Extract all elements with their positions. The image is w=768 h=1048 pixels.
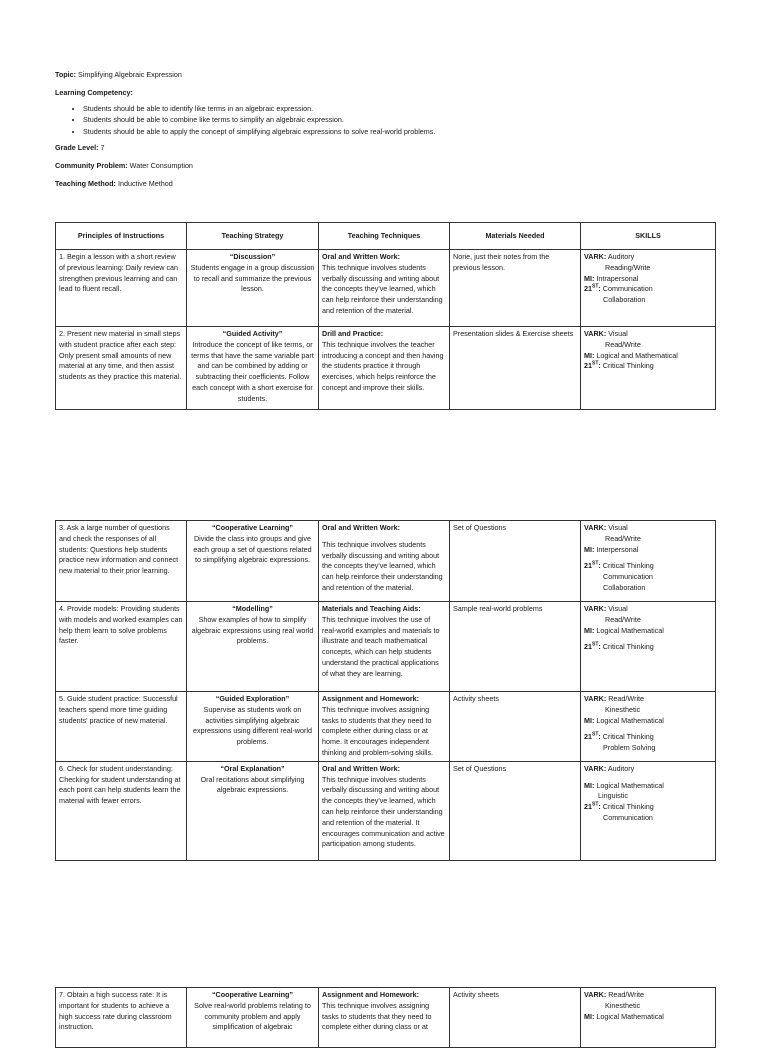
principle-cell: 3. Ask a large number of questions and check the responses of all students: Questions help students practice new information and connect new material to their prior learning.	[56, 521, 187, 602]
competency-item: • Students should be able to combine like terms to simplify an algebraic expression.	[83, 114, 715, 126]
c21-label: 21	[584, 732, 592, 742]
materials-cell: Activity sheets	[450, 692, 581, 762]
vark-line	[584, 990, 712, 1001]
vark-label: VARK:	[584, 523, 607, 532]
c21-colon: :	[598, 732, 601, 742]
skills-cell	[581, 250, 716, 327]
competency-list	[55, 103, 715, 138]
technique-body: This technique involves students verbally discussing and writing about the concepts they've learned, which can help reinforce their understanding and retention of the material. It encourages communication and active participation among students.	[322, 774, 445, 849]
principle-cell: 1. Begin a lesson with a short review of previous learning: Daily review can strengthen previous learning and can lead to fluent recall.	[56, 250, 187, 327]
strategy-body: Introduce the concept of like terms, or terms that have the same variable part and can be combined by adding or subtracting their coefficients. Follow each concept with a short exercise for students.	[191, 339, 314, 403]
skills-cell	[581, 521, 716, 602]
vark-value: Read/Write	[606, 990, 645, 999]
strategy-title: “Cooperative Learning”	[211, 523, 294, 532]
strategy-title: “Oral Explanation”	[220, 763, 285, 773]
vark-value: Visual	[606, 523, 628, 532]
grade-label: Grade Level:	[55, 143, 99, 153]
c21-colon: :	[598, 561, 601, 571]
vark-value-2: Read/Write	[605, 533, 641, 543]
mi-label: MI:	[584, 625, 595, 635]
technique-cell	[319, 327, 450, 410]
vark-value-2: Reading/Write	[605, 262, 651, 272]
c21-colon: :	[598, 284, 601, 294]
header-materials: Materials Needed	[450, 223, 581, 250]
strategy-body: Students engage in a group discussion to recall and summarize the previous lesson.	[190, 262, 315, 294]
table-row	[56, 692, 716, 762]
technique-title: Oral and Written Work:	[322, 523, 401, 532]
mi-line	[584, 626, 712, 637]
strategy-cell	[187, 692, 319, 762]
lesson-plan-table-1	[55, 222, 716, 410]
c21-value: Critical Thinking	[600, 642, 654, 652]
vark-value-2: Kinesthetic	[605, 704, 641, 714]
community-line	[55, 161, 715, 179]
vark-value-2: Kinesthetic	[605, 1000, 641, 1010]
skills-cell	[581, 692, 716, 762]
principle-cell: 5. Guide student practice: Successful teachers spend more time guiding students' practice of new material.	[56, 692, 187, 762]
c21-more: Communication	[603, 572, 653, 582]
materials-cell: Activity sheets	[450, 988, 581, 1048]
mi-value: Logical Mathematical	[594, 625, 664, 635]
c21-more: Collaboration	[603, 295, 646, 305]
technique-cell	[319, 692, 450, 762]
topic-label: Topic:	[55, 70, 77, 79]
header-principles: Principles of Instructions	[56, 223, 187, 250]
technique-title: Assignment and Homework:	[322, 694, 420, 703]
technique-body: This technique involves the teacher introducing a concept and then having the students practice it through exercises, which helps reinforce the concept and improve their skills.	[322, 339, 444, 392]
mi-value: Logical Mathematical	[594, 1011, 664, 1021]
vark-line	[584, 694, 712, 705]
vark-label: VARK:	[584, 763, 607, 773]
vark-label: VARK:	[584, 694, 607, 703]
vark-line	[584, 604, 712, 615]
c21-value: Communication	[600, 284, 653, 294]
c21-sup: ST	[592, 642, 599, 648]
c21-colon: :	[598, 361, 601, 371]
table-row	[56, 250, 716, 327]
table-row	[56, 761, 716, 860]
mi-value-2: Linguistic	[598, 791, 628, 801]
strategy-title: “Discussion”	[229, 252, 276, 261]
method-line	[55, 179, 715, 197]
technique-cell	[319, 521, 450, 602]
principle-cell: 7. Obtain a high success rate: It is important for students to achieve a high success rate during classroom instruction.	[56, 988, 187, 1048]
vark-value: Auditory	[606, 763, 635, 773]
technique-body: This technique involves students verbally discussing and writing about the concepts they've learned, which can help reinforce their understanding and retention of the material.	[322, 539, 443, 592]
c21-more: Collaboration	[603, 582, 646, 592]
skills-cell	[581, 602, 716, 692]
vark-line	[584, 252, 712, 263]
vark-line	[584, 764, 712, 775]
c21-label: 21	[584, 642, 592, 652]
c21-value: Critical Thinking	[600, 561, 654, 571]
technique-title: Materials and Teaching Aids:	[322, 604, 421, 613]
c21-label: 21	[584, 284, 592, 294]
strategy-cell	[187, 250, 319, 327]
principle-cell: 6. Check for student understanding: Checking for student understanding at each point can help students learn the material with fewer errors.	[56, 761, 187, 860]
c21-line	[584, 361, 712, 372]
lesson-header	[55, 70, 715, 197]
technique-body: This technique involves assigning tasks to students that they need to complete either during class or at	[322, 1000, 432, 1032]
strategy-cell	[187, 761, 319, 860]
community-value: Water Consumption	[127, 161, 193, 171]
topic-value: Simplifying Algebraic Expression	[76, 70, 182, 79]
vark-line	[584, 329, 712, 340]
vark-value-2: Read/Write	[605, 339, 641, 349]
competency-item: • Students should be able to identify like terms in an algebraic expression.	[83, 103, 715, 115]
table-row	[56, 988, 716, 1048]
grade-value: 7	[98, 143, 105, 153]
vark-value: Auditory	[606, 252, 635, 261]
mi-line	[584, 1012, 712, 1023]
mi-label: MI:	[584, 715, 595, 725]
c21-colon: :	[598, 642, 601, 652]
technique-title: Oral and Written Work:	[322, 252, 401, 261]
strategy-cell	[187, 602, 319, 692]
strategy-body: Show examples of how to simplify algebraic expressions using real world problems.	[191, 614, 314, 646]
mi-line	[584, 781, 712, 792]
mi-label: MI:	[584, 544, 595, 554]
vark-value: Visual	[606, 604, 628, 613]
strategy-title: “Guided Activity”	[222, 329, 283, 338]
c21-label: 21	[584, 561, 592, 571]
materials-cell: Set of Questions	[450, 521, 581, 602]
vark-label: VARK:	[584, 329, 607, 338]
technique-cell	[319, 761, 450, 860]
mi-label: MI:	[584, 350, 595, 360]
vark-label: VARK:	[584, 604, 607, 613]
strategy-body: Solve real-world problems relating to community problem and apply simplification of algebraic	[194, 1000, 311, 1032]
competency-item: • Students should be able to apply the concept of simplifying algebraic expressions to solve real-world problems.	[83, 126, 715, 138]
strategy-body: Supervise as students work on activities simplifying algebraic expressions using different real-world problems.	[193, 704, 312, 747]
c21-more: Problem Solving	[603, 743, 656, 753]
strategy-title: “Guided Exploration”	[215, 694, 290, 703]
technique-body: This technique involves assigning tasks to students that they need to complete either during class or at home. It encourages independent thinking and problem-solving skills.	[322, 704, 434, 757]
competency-label: Learning Competency:	[55, 88, 133, 97]
technique-body: This technique involves the use of real-world examples and materials to illustrate and teach mathematical concepts, which can help students understand the practical applications of what they are learning.	[322, 614, 440, 678]
c21-sup: ST	[592, 361, 599, 367]
c21-colon: :	[598, 802, 601, 812]
mi-value: Interpersonal	[594, 544, 639, 554]
c21-sup: ST	[592, 284, 599, 290]
mi-line	[584, 716, 712, 727]
materials-cell: Set of Questions	[450, 761, 581, 860]
materials-cell: Sample real-world problems	[450, 602, 581, 692]
vark-label: VARK:	[584, 252, 607, 261]
strategy-cell	[187, 988, 319, 1048]
c21-line	[584, 561, 712, 572]
c21-line	[584, 284, 712, 295]
mi-value: Intrapersonal	[594, 273, 639, 283]
c21-sup: ST	[592, 561, 599, 567]
header-strategy: Teaching Strategy	[187, 223, 319, 250]
strategy-title: “Modelling”	[232, 604, 273, 613]
technique-body: This technique involves students verbally discussing and writing about the concepts they've learned, which can help reinforce their understanding and retention of the material.	[322, 262, 443, 315]
mi-line	[584, 545, 712, 556]
table-row	[56, 602, 716, 692]
mi-label: MI:	[584, 1011, 595, 1021]
c21-label: 21	[584, 361, 592, 371]
mi-label: MI:	[584, 780, 595, 790]
technique-title: Assignment and Homework:	[322, 990, 420, 999]
lesson-plan-table-2	[55, 520, 716, 861]
vark-value: Read/Write	[606, 694, 645, 703]
c21-value: Critical Thinking	[600, 802, 654, 812]
c21-label: 21	[584, 802, 592, 812]
table-row	[56, 327, 716, 410]
method-label: Teaching Method:	[55, 179, 116, 189]
technique-title: Oral and Written Work:	[322, 763, 401, 773]
skills-cell	[581, 988, 716, 1048]
table-row	[56, 521, 716, 602]
mi-label: MI:	[584, 273, 595, 283]
principle-cell: 2. Present new material in small steps with student practice after each step: Only present small amounts of new material at any time, and then assist students as they practice this material.	[56, 327, 187, 410]
header-skills: SKILLS	[581, 223, 716, 250]
strategy-body: Oral recitations about simplifying algebraic expressions.	[200, 774, 305, 795]
header-techniques: Teaching Techniques	[319, 223, 450, 250]
skills-cell	[581, 327, 716, 410]
mi-line	[584, 274, 712, 285]
c21-sup: ST	[592, 801, 599, 808]
lesson-plan-table-3	[55, 987, 716, 1048]
c21-line	[584, 642, 712, 653]
technique-cell	[319, 602, 450, 692]
community-label: Community Problem:	[55, 161, 128, 171]
vark-label: VARK:	[584, 990, 607, 999]
strategy-title: “Cooperative Learning”	[211, 990, 294, 999]
c21-more: Communication	[603, 812, 653, 822]
materials-cell: None, just their notes from the previous lesson.	[450, 250, 581, 327]
mi-value: Logical and Mathematical	[594, 350, 678, 360]
strategy-cell	[187, 521, 319, 602]
grade-line	[55, 143, 715, 161]
c21-line	[584, 802, 712, 813]
c21-value: Critical Thinking	[600, 732, 654, 742]
topic-line	[55, 70, 715, 88]
table-header-row	[56, 223, 716, 250]
vark-value: Visual	[606, 329, 628, 338]
technique-title: Drill and Practice:	[322, 329, 384, 338]
c21-sup: ST	[592, 732, 599, 738]
strategy-body: Divide the class into groups and give each group a set of questions related to simplifying algebraic expressions.	[193, 533, 312, 565]
strategy-cell	[187, 327, 319, 410]
vark-line	[584, 523, 712, 534]
c21-value: Critical Thinking	[600, 361, 654, 371]
materials-cell: Presentation slides & Exercise sheets	[450, 327, 581, 410]
method-value: Inductive Method	[115, 179, 173, 189]
technique-cell	[319, 988, 450, 1048]
principle-cell: 4. Provide models: Providing students with models and worked examples can help them learn to solve problems faster.	[56, 602, 187, 692]
technique-cell	[319, 250, 450, 327]
mi-line	[584, 351, 712, 362]
mi-value: Logical Mathematical	[594, 715, 664, 725]
mi-value: Logical Mathematical	[594, 780, 664, 790]
skills-cell	[581, 761, 716, 860]
c21-line	[584, 732, 712, 743]
vark-value-2: Read/Write	[605, 614, 641, 624]
